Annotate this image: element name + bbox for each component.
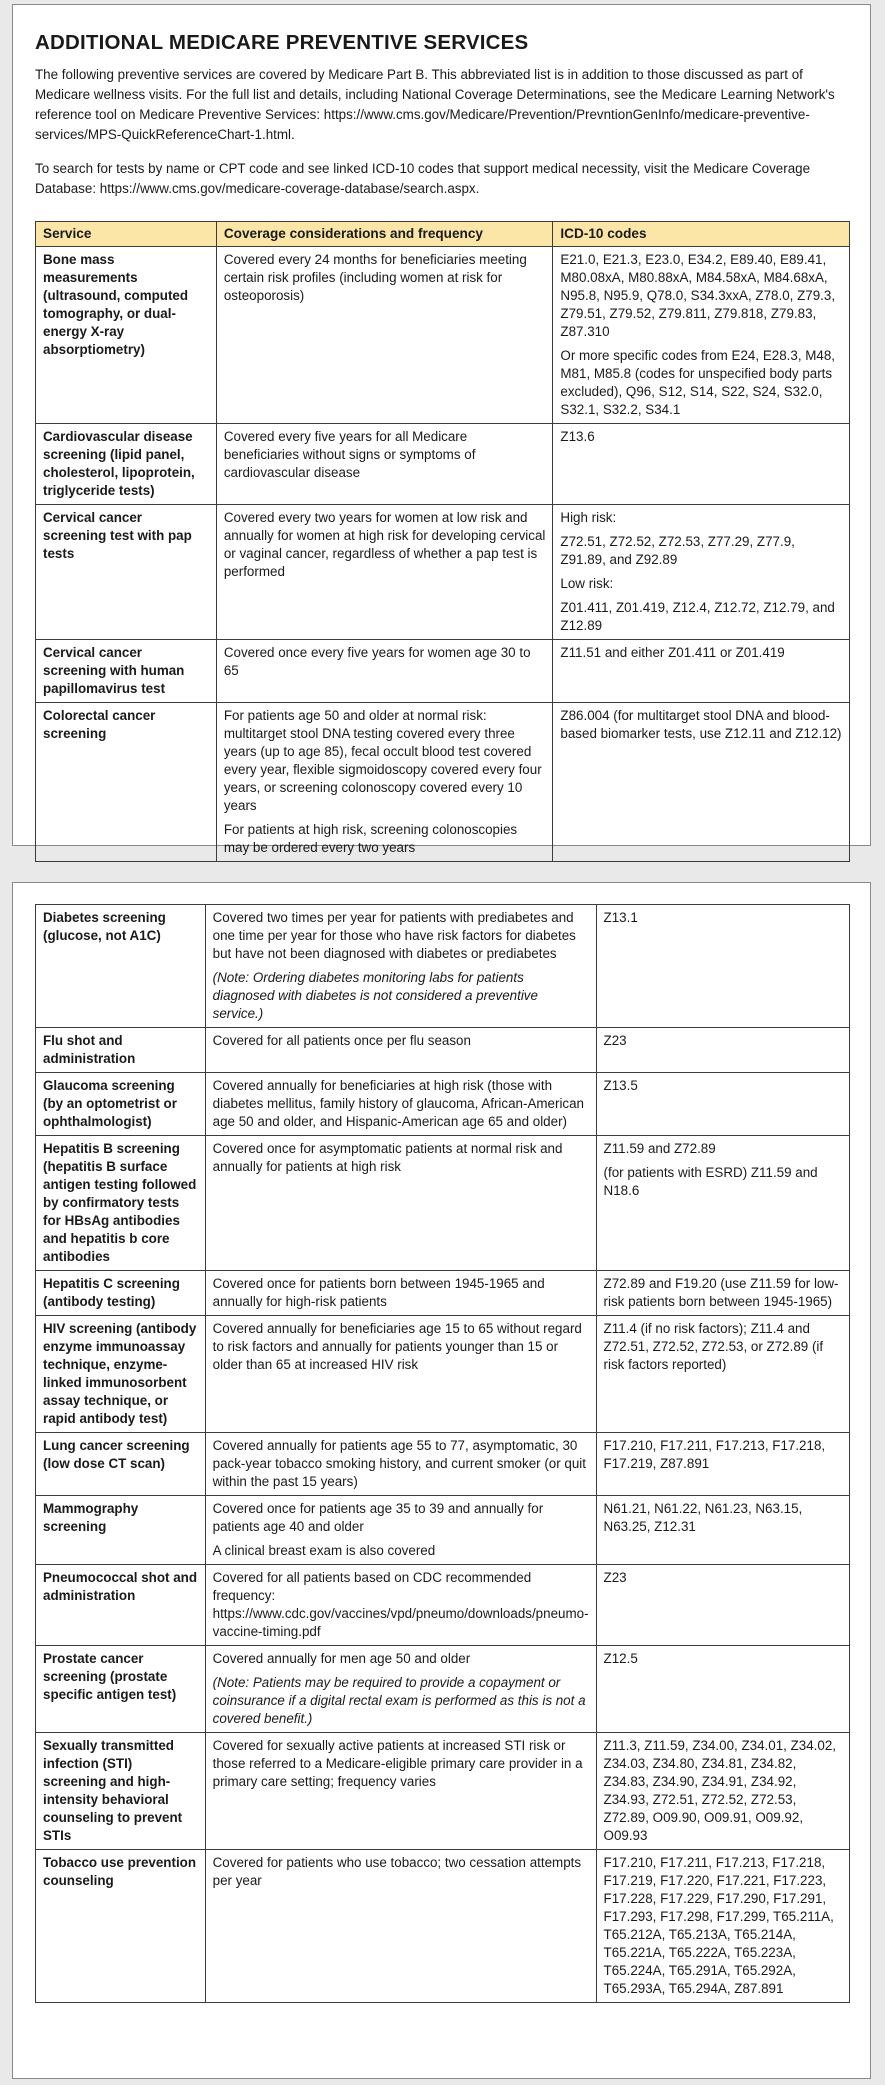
coverage-text: A clinical breast exam is also covered [212,1543,436,1558]
service-cell: HIV screening (antibody enzyme immunoassay technique, enzyme-linked immunosorbent assay technique, or rapid antibody test) [36,1316,206,1433]
icd10-codes-cell [596,1496,849,1565]
service-cell: Glaucoma screening (by an optometrist or ophthalmologist) [36,1073,206,1136]
coverage-text: Covered for patients who use tobacco; two cessation attempts per year [212,1855,582,1888]
service-cell: Cervical cancer screening test with pap tests [36,505,217,640]
icd10-codes-cell [596,1733,849,1850]
icd10-codes-text: Z01.411, Z01.419, Z12.4, Z12.72, Z12.79, and Z12.89 [560,600,835,633]
coverage-cell [205,1733,596,1850]
table-row [36,1646,850,1733]
coverage-text: Covered once every five years for women age 30 to 65 [223,645,531,678]
icd10-codes-text: N61.21, N61.22, N61.23, N63.15, N63.25, Z12.31 [603,1501,803,1534]
coverage-cell [205,1028,596,1073]
icd10-codes-cell [596,1271,849,1316]
table-row [36,424,850,505]
table-body-part-1 [36,247,850,862]
coverage-text: (Note: Ordering diabetes monitoring labs for patients diagnosed with diabetes is not considered a preventive service.) [212,970,538,1021]
table-row [36,1565,850,1646]
coverage-cell [205,1646,596,1733]
icd10-codes-text: Z11.59 and Z72.89 [603,1141,716,1156]
table-row [36,1850,850,2003]
preventive-services-table-part-1 [35,221,850,862]
coverage-cell [216,640,553,703]
coverage-text: Covered annually for patients age 55 to 77, asymptomatic, 30 pack-year tobacco smoking history, and current smoker (or quit within the past 15 years) [212,1438,586,1489]
icd10-codes-text: Z13.6 [560,429,595,444]
icd10-codes-text: Z11.4 (if no risk factors); Z11.4 and Z72.51, Z72.52, Z72.53, or Z72.89 (if risk factors reported) [603,1321,824,1372]
intro-search-paragraph: To search for tests by name or CPT code and see linked ICD-10 codes that support medical necessity, visit the Medicare Coverage Database: https://www.cms.gov/medicare-coverage-database/search.aspx. [35,161,811,196]
table-row [36,247,850,424]
icd10-codes-text: Z23 [603,1570,627,1585]
table-row [36,905,850,1028]
coverage-text: Covered for all patients based on CDC recommended frequency: https://www.cdc.gov/vaccines/vpd/pneumo/downloads/pneumo-vaccine-timing.pdf [212,1570,589,1639]
icd10-codes-text: Z72.89 and F19.20 (use Z11.59 for low-risk patients born between 1945-1965) [603,1276,839,1309]
coverage-text: Covered once for asymptomatic patients at normal risk and annually for patients at high risk [212,1141,563,1174]
coverage-text: (Note: Patients may be required to provide a copayment or coinsurance if a digital rectal exam is performed as this is not a covered benefit.) [212,1675,586,1726]
icd10-codes-text: Z12.5 [603,1651,638,1666]
table-row [36,1316,850,1433]
coverage-cell [205,905,596,1028]
icd10-codes-cell [596,1316,849,1433]
coverage-cell [205,1850,596,2003]
table-row [36,640,850,703]
intro-paragraph: The following preventive services are covered by Medicare Part B. This abbreviated list is in addition to those discussed as part of Medicare wellness visits. For the full list and details, including National Coverage Determinations, see the Medicare Learning Network's reference tool on Medicare Preventive Services: https://www.cms.gov/Medicare/Prevention/PrevntionGenInfo/medicare-preventive-services/MPS-QuickReferenceChart-1.html. [35,67,835,142]
coverage-text: For patients at high risk, screening colonoscopies may be ordered every two years [223,822,518,855]
icd10-codes-cell [596,1565,849,1646]
coverage-cell [216,703,553,862]
coverage-text: Covered annually for beneficiaries at high risk (those with diabetes mellitus, family history of glaucoma, African-American age 50 and older, and Hispanic-American age 65 and older) [212,1078,585,1129]
icd10-codes-cell [596,1028,849,1073]
table-row [36,1073,850,1136]
icd10-codes-cell [596,1433,849,1496]
service-cell: Colorectal cancer screening [36,703,217,862]
icd10-codes-text: Z23 [603,1033,627,1048]
coverage-text: Covered annually for men age 50 and older [212,1651,471,1666]
table-row [36,1028,850,1073]
icd10-codes-text: F17.210, F17.211, F17.213, F17.218, F17.219, Z87.891 [603,1438,826,1471]
table-row [36,505,850,640]
icd10-codes-text: Z11.3, Z11.59, Z34.00, Z34.01, Z34.02, Z34.03, Z34.80, Z34.81, Z34.82, Z34.83, Z34.90, Z34.91, Z34.92, Z34.93, Z72.51, Z72.52, Z72.53, Z72.89, O09.90, O09.91, O09.92, O09.93 [603,1738,837,1843]
coverage-text: Covered for all patients once per flu season [212,1033,471,1048]
icd10-codes-text: Z72.51, Z72.52, Z72.53, Z77.29, Z77.9, Z91.89, and Z92.89 [560,534,795,567]
coverage-text: For patients age 50 and older at normal risk: multitarget stool DNA testing covered every three years (up to age 85), fecal occult blood test covered every year, flexible sigmoidoscopy covered every four years, or screening colonoscopy covered every 10 years [223,708,542,813]
service-cell: Lung cancer screening (low dose CT scan) [36,1433,206,1496]
header-icd10-codes: ICD-10 codes [553,222,850,247]
page-panel-1 [12,4,871,855]
coverage-text: Covered two times per year for patients with prediabetes and one time per year for those who have risk factors for diabetes but have not been diagnosed with diabetes or prediabetes [212,910,576,961]
page-title: ADDITIONAL MEDICARE PREVENTIVE SERVICES [35,31,529,54]
coverage-text: Covered once for patients born between 1945-1965 and annually for high-risk patients [212,1276,545,1309]
icd10-codes-text: Z13.1 [603,910,638,925]
icd10-codes-cell [553,703,850,862]
coverage-cell [205,1073,596,1136]
icd10-codes-cell [553,505,850,640]
table-row [36,703,850,862]
service-cell: Hepatitis B screening (hepatitis B surface antigen testing followed by confirmatory tests for HBsAg antibodies and hepatitis b core antibodies [36,1136,206,1271]
icd10-codes-cell [553,247,850,424]
service-cell: Pneumococcal shot and administration [36,1565,206,1646]
service-cell: Hepatitis C screening (antibody testing) [36,1271,206,1316]
coverage-text: Covered once for patients age 35 to 39 and annually for patients age 40 and older [212,1501,544,1534]
icd10-codes-cell [596,1073,849,1136]
coverage-cell [205,1316,596,1433]
service-cell: Tobacco use prevention counseling [36,1850,206,2003]
icd10-codes-text: Z11.51 and either Z01.411 or Z01.419 [560,645,785,660]
table-row [36,1496,850,1565]
coverage-text: Covered every 24 months for beneficiaries meeting certain risk profiles (including women at risk for osteoporosis) [223,252,527,303]
coverage-cell [205,1565,596,1646]
table-body-part-2 [36,905,850,2003]
coverage-cell [205,1433,596,1496]
coverage-cell [216,505,553,640]
icd10-codes-text: Low risk: [560,576,614,591]
header-service: Service [36,222,217,247]
table-row [36,1433,850,1496]
icd10-codes-text: Or more specific codes from E24, E28.3, M48, M81, M85.8 (codes for unspecified body parts excluded), Q96, S12, S14, S22, S24, S32.0, S32.1, S32.2, S34.1 [560,348,836,417]
icd10-codes-text: Z86.004 (for multitarget stool DNA and blood-based biomarker tests, use Z12.11 and Z12.12) [560,708,842,741]
icd10-codes-text: (for patients with ESRD) Z11.59 and N18.6 [603,1165,818,1198]
service-cell: Bone mass measurements (ultrasound, computed tomography, or dual-energy X-ray absorptiometry) [36,247,217,424]
icd10-codes-cell [596,1850,849,2003]
coverage-text: Covered every two years for women at low risk and annually for women at high risk for developing cervical or vaginal cancer, regardless of whether a pap test is performed [223,510,546,579]
coverage-cell [216,247,553,424]
table-row [36,1733,850,1850]
service-cell: Mammography screening [36,1496,206,1565]
icd10-codes-cell [596,905,849,1028]
service-cell: Cardiovascular disease screening (lipid panel, cholesterol, lipoprotein, triglyceride tests) [36,424,217,505]
service-cell: Cervical cancer screening with human papillomavirus test [36,640,217,703]
icd10-codes-text: F17.210, F17.211, F17.213, F17.218, F17.219, F17.220, F17.221, F17.223, F17.228, F17.229, F17.290, F17.291, F17.293, F17.298, F17.299, T65.211A, T65.212A, T65.213A, T65.214A, T65.221A, T65.222A, T65.223A, T65.224A, T65.291A, T65.292A, T65.293A, T65.294A, Z87.891 [603,1855,834,1996]
service-cell: Diabetes screening (glucose, not A1C) [36,905,206,1028]
service-cell: Prostate cancer screening (prostate specific antigen test) [36,1646,206,1733]
coverage-text: Covered for sexually active patients at increased STI risk or those referred to a Medicare-eligible primary care provider in a primary care setting; frequency varies [212,1738,583,1789]
icd10-codes-text: E21.0, E21.3, E23.0, E34.2, E89.40, E89.41, M80.08xA, M80.88xA, M84.58xA, M84.68xA, N95.8, N95.9, Q78.0, S34.3xxA, Z78.0, Z79.3, Z79.51, Z79.52, Z79.811, Z79.818, Z79.83, Z87.310 [560,252,836,339]
icd10-codes-cell [596,1646,849,1733]
icd10-codes-text: High risk: [560,510,617,525]
preventive-services-table-part-2 [35,904,850,2003]
coverage-cell [205,1136,596,1271]
icd10-codes-cell [553,424,850,505]
icd10-codes-text: Z13.5 [603,1078,638,1093]
service-cell: Flu shot and administration [36,1028,206,1073]
table-row [36,1136,850,1271]
icd10-codes-cell [553,640,850,703]
page-panel-2 [12,882,871,2079]
icd10-codes-cell [596,1136,849,1271]
table-row [36,1271,850,1316]
header-coverage: Coverage considerations and frequency [216,222,553,247]
coverage-text: Covered every five years for all Medicare beneficiaries without signs or symptoms of cardiovascular disease [223,429,476,480]
service-cell: Sexually transmitted infection (STI) screening and high-intensity behavioral counseling to prevent STIs [36,1733,206,1850]
coverage-cell [205,1271,596,1316]
coverage-cell [216,424,553,505]
coverage-cell [205,1496,596,1565]
coverage-text: Covered annually for beneficiaries age 15 to 65 without regard to risk factors and annually for patients younger than 15 or older than 65 at increased HIV risk [212,1321,582,1372]
table-header-row [36,222,850,247]
